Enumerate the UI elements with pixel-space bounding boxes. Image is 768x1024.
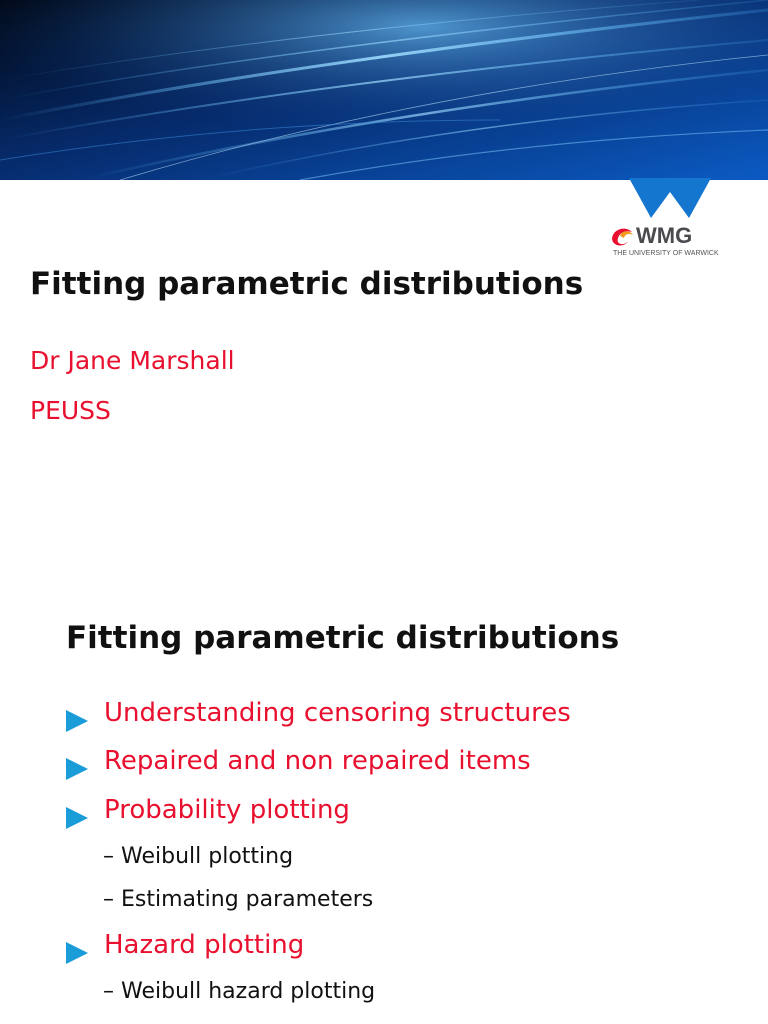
sub-item: – Weibull hazard plotting xyxy=(103,979,376,1004)
outline-slide xyxy=(0,580,768,1024)
slide-title: Fitting parametric distributions xyxy=(30,266,584,302)
sub-item-text: Weibull plotting xyxy=(121,844,294,869)
sub-item-text: Estimating parameters xyxy=(121,887,374,912)
logo-text: WMG xyxy=(636,223,693,248)
wmg-logo xyxy=(610,178,735,268)
logo-chevron-graphic xyxy=(629,178,711,220)
triangle-bullet-icon xyxy=(66,942,88,964)
bullet-text: Understanding censoring structures xyxy=(104,698,571,728)
light-streaks-graphic xyxy=(0,0,768,180)
sub-item-text: Weibull hazard plotting xyxy=(121,979,376,1004)
triangle-bullet-icon xyxy=(66,758,88,780)
department-name: PEUSS xyxy=(30,396,111,425)
author-name: Dr Jane Marshall xyxy=(30,346,235,375)
sub-item: – Weibull plotting xyxy=(103,844,294,869)
triangle-bullet-icon xyxy=(66,807,88,829)
header-banner xyxy=(0,0,768,180)
sub-item: – Estimating parameters xyxy=(103,887,374,912)
logo-subtitle: THE UNIVERSITY OF WARWICK xyxy=(613,250,719,257)
bullet-text: Hazard plotting xyxy=(104,930,305,960)
triangle-bullet-icon xyxy=(66,710,88,732)
bullet-text: Repaired and non repaired items xyxy=(104,746,531,776)
outline-title: Fitting parametric distributions xyxy=(66,620,620,656)
bullet-text: Probability plotting xyxy=(104,795,350,825)
